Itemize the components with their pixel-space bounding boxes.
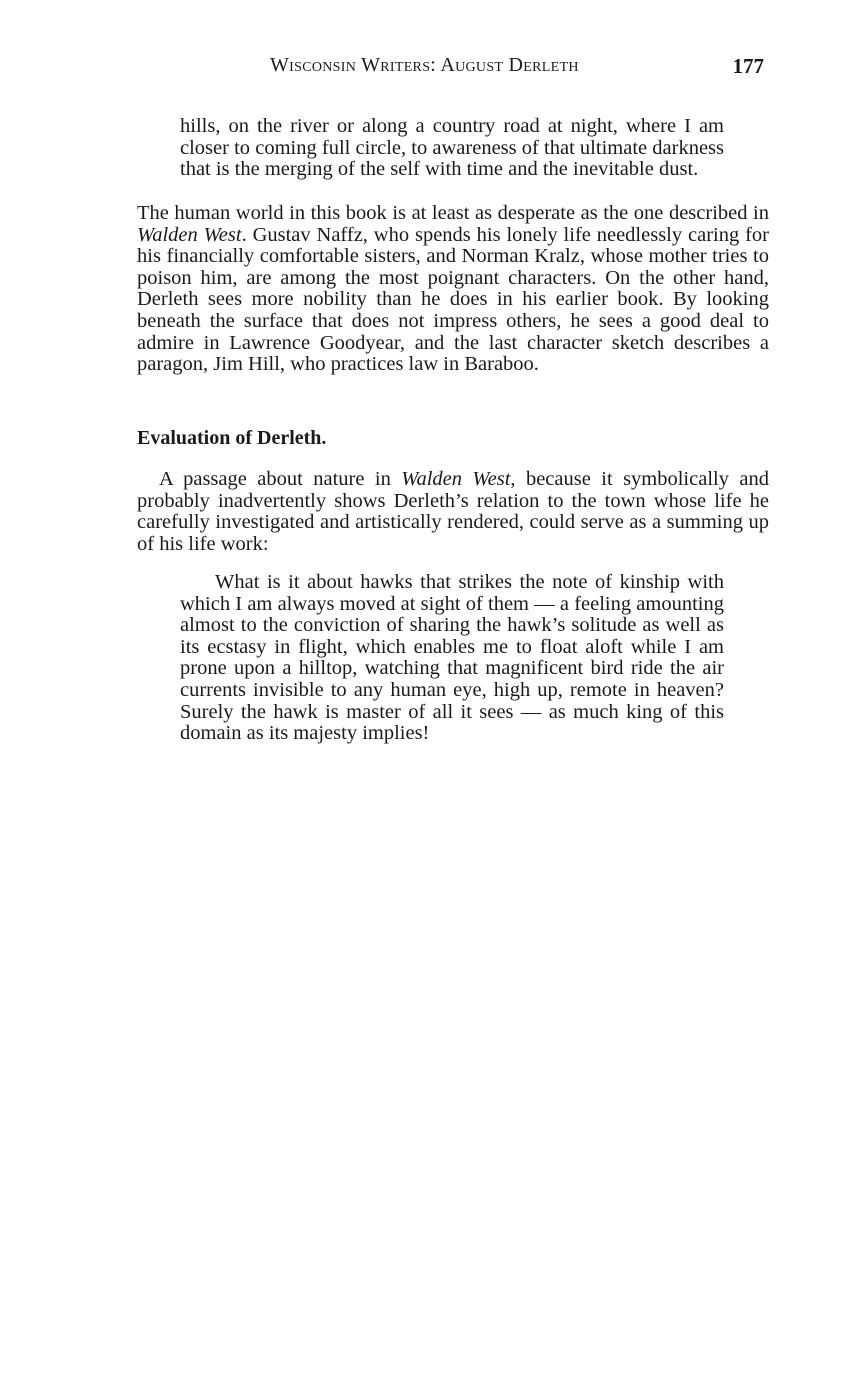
block-quote-text: What is it about hawks that strikes the note of kinship with which I am always moved at sight of them — a feeling amounting almost to the conviction of sharing the hawk’s solitude as well as its ecstasy in flight, which enables me to float aloft while I am prone upon a hilltop, watching that magnificent bird ride the air currents invisible to any human eye, high up, remote in heaven? Surely the hawk is master of all it sees — as much king of this domain as its majesty implies! [180, 571, 724, 745]
book-title: Walden West [137, 223, 242, 246]
body-paragraph-evaluation [137, 469, 769, 555]
paragraph-text: The human world in this book is at least as desperate as the one described in [137, 202, 769, 224]
paragraph-text: A passage about nature in [159, 468, 402, 490]
block-quote-continued [180, 116, 724, 181]
running-title: Wisconsin Writers: August Derleth [270, 54, 579, 76]
block-quote-hawks [180, 572, 724, 745]
block-quote-text: hills, on the river or along a country road at night, where I am closer to coming full circle, to awareness of that ultimate darkness that is the merging of the self with time and the inevitable dust. [180, 115, 724, 181]
body-paragraph-human-world [137, 203, 769, 376]
paragraph-text: . Gustav Naffz, who spends his lonely life needlessly caring for his financially comfortable sisters, and Norman Kralz, whose mother tries to poison him, are among the most poignant characters. On the other hand, Derleth sees more nobility than he does in his earlier book. By looking beneath the surface that does not impress others, he sees a good deal to admire in Lawrence Goodyear, and the last character sketch describes a paragon, Jim Hill, who practices law in Baraboo. [137, 223, 769, 376]
page-number: 177 [732, 54, 764, 78]
section-heading: Evaluation of Derleth. [137, 427, 327, 449]
running-head [270, 54, 770, 82]
paragraph-text: , because it symbolically and probably inadvertently shows Derleth’s relation to the town whose life he carefully investigated and artistically rendered, could serve as a summing up of his life work: [137, 468, 769, 555]
book-title: Walden West [401, 468, 511, 490]
